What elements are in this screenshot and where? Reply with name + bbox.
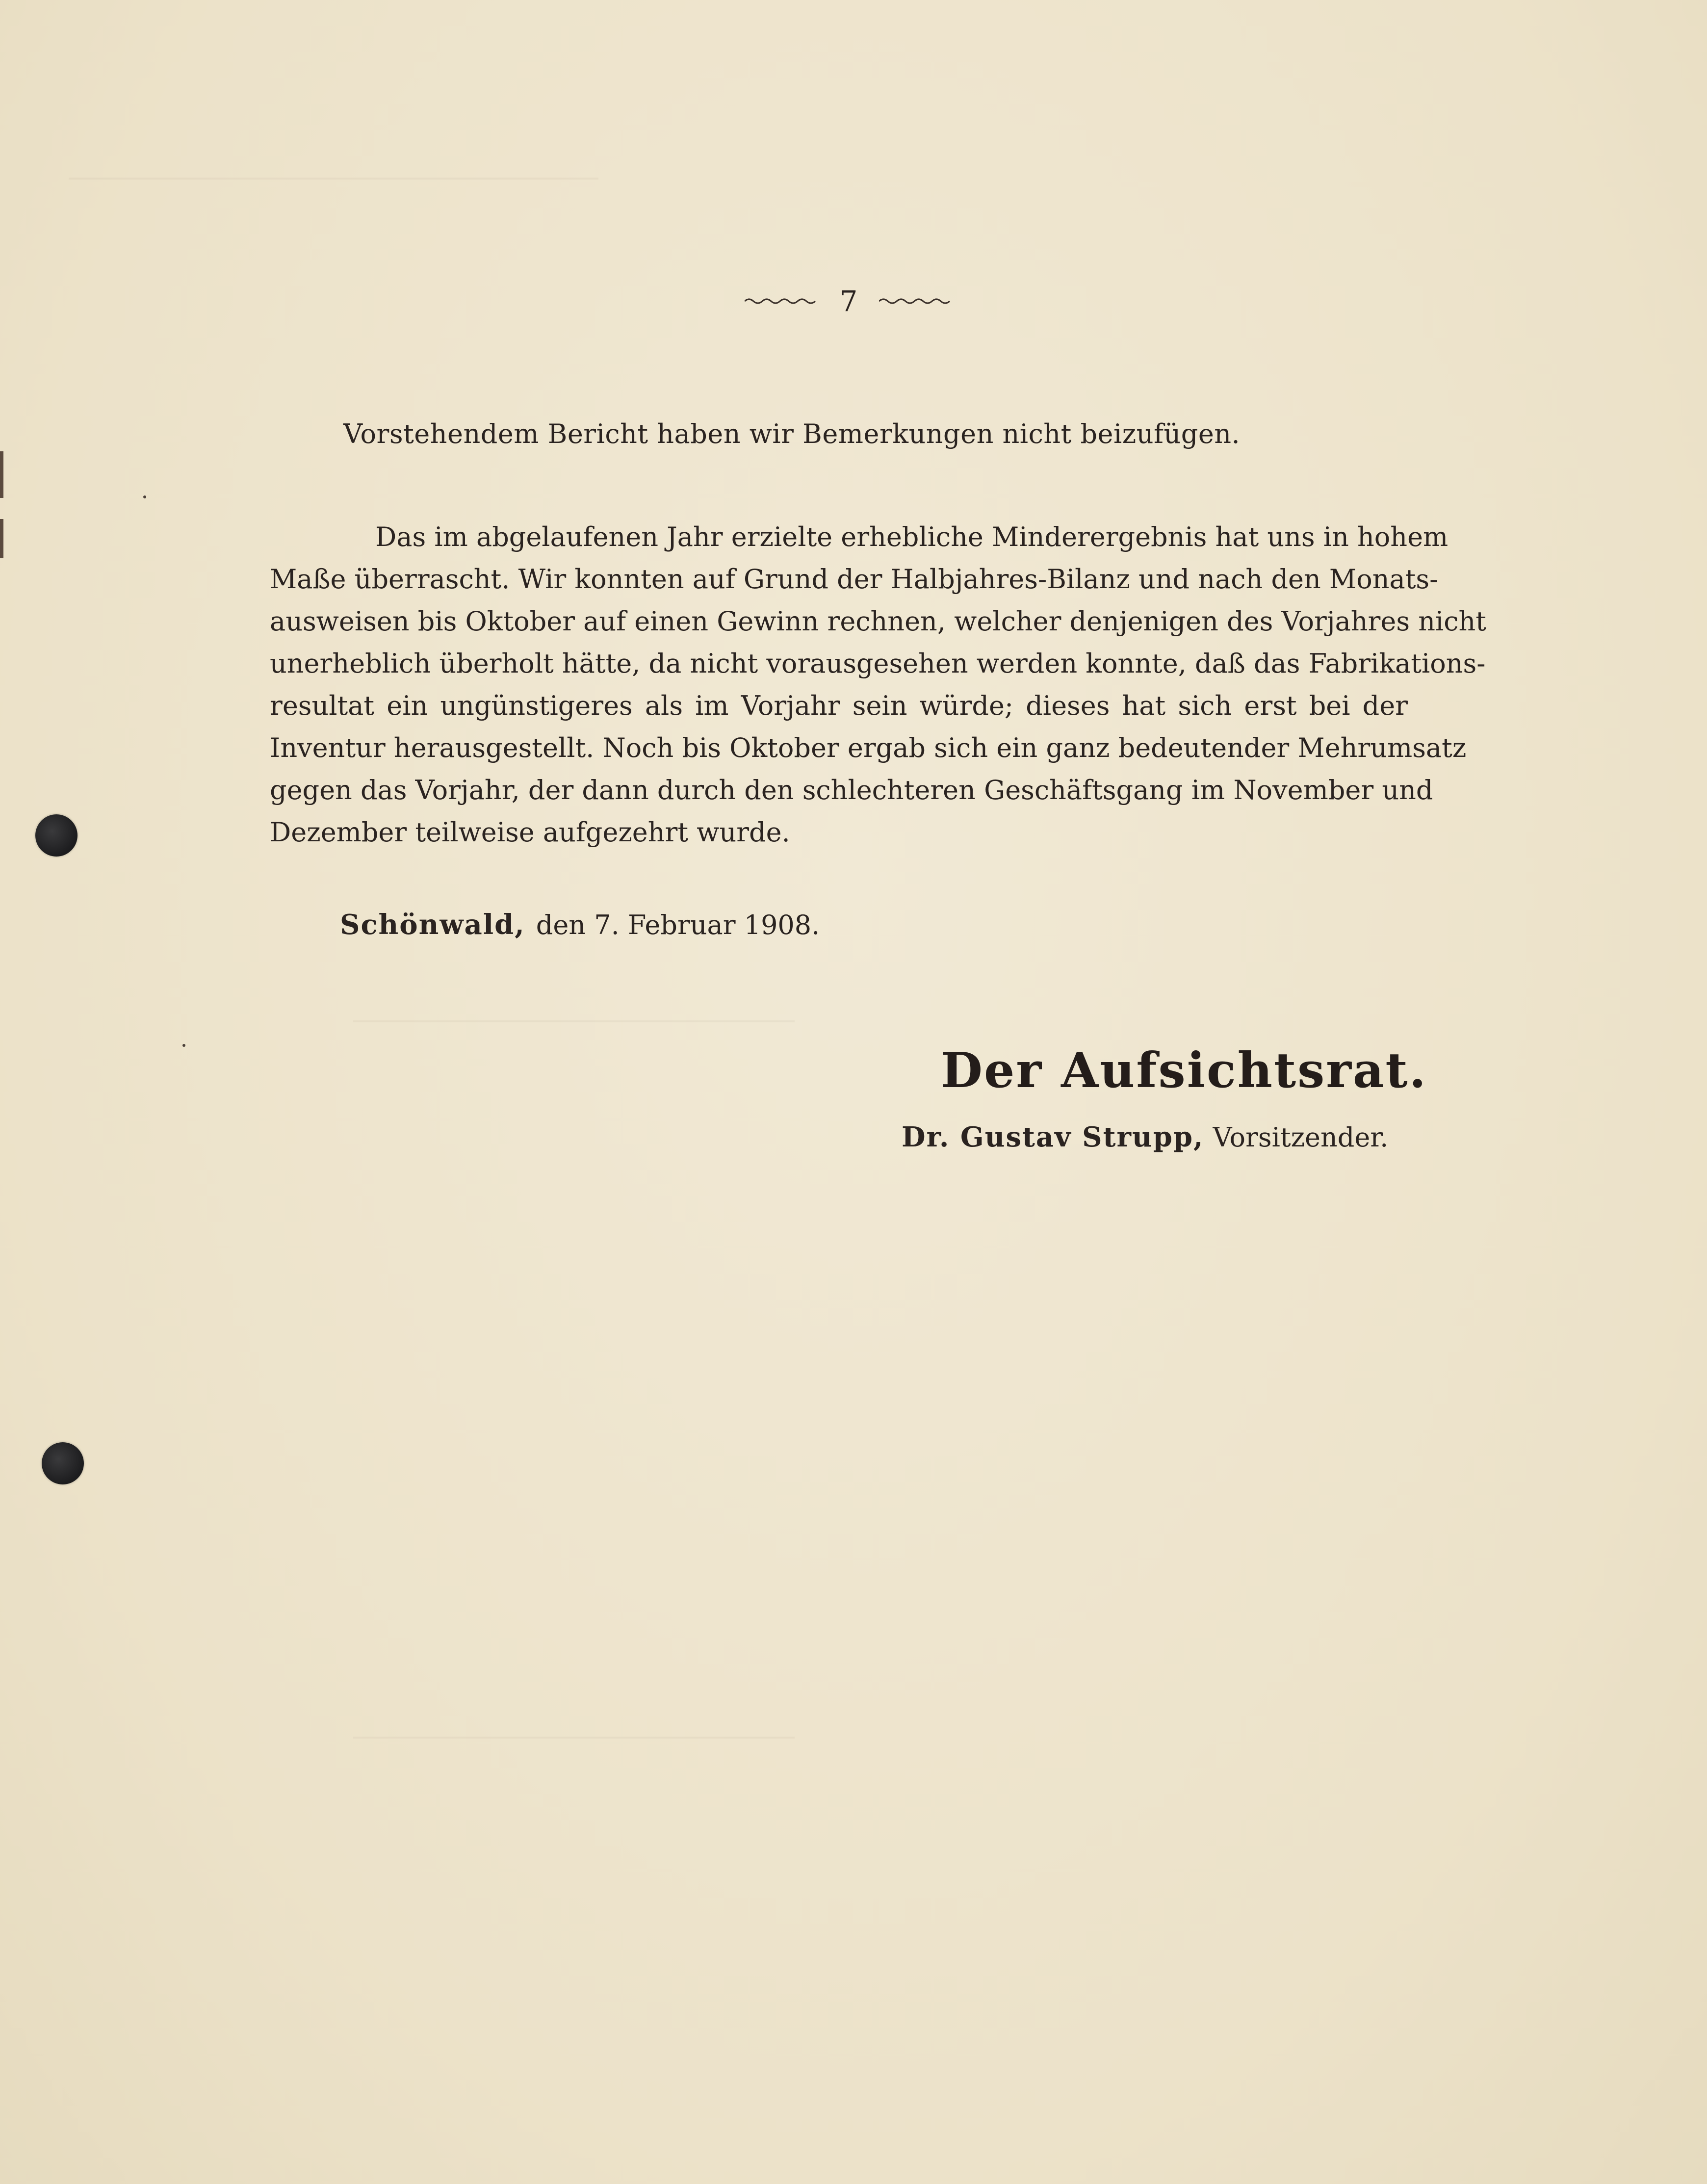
paragraph-line: Das im abgelaufenen Jahr erzielte erhebliche Minderergebnis hat uns in hohem bbox=[375, 521, 1448, 552]
board-title: Der Aufsichtsrat. bbox=[941, 1042, 1427, 1099]
wave-ornament-left bbox=[745, 296, 818, 306]
paragraph-line: Inventur herausgestellt. Noch bis Oktober ergab sich ein ganz bedeutender Mehrumsatz bbox=[270, 732, 1467, 763]
paragraph-line: Maße überrascht. Wir konnten auf Grund der Halbjahres-Bilanz und nach den Monats- bbox=[270, 564, 1439, 595]
chairman-signature bbox=[902, 1121, 1388, 1153]
place-and-date bbox=[340, 909, 820, 941]
edge-mark bbox=[0, 519, 3, 558]
paragraph-line: unerheblich überholt hätte, da nicht vorausgesehen werden konnte, daß das Fabrikations- bbox=[270, 648, 1486, 679]
paragraph-line: resultat ein ungünstigeres als im Vorjahr sein würde; dieses hat sich erst bei der bbox=[270, 690, 1408, 721]
bleed-through-rule bbox=[69, 178, 598, 180]
page-header bbox=[726, 285, 971, 318]
chairman-name: Dr. Gustav Strupp, bbox=[902, 1121, 1204, 1153]
page-number: 7 bbox=[839, 285, 858, 318]
edge-mark bbox=[0, 451, 3, 498]
ink-speck bbox=[143, 495, 146, 498]
bleed-through-rule bbox=[353, 1020, 795, 1022]
wave-ornament-right bbox=[879, 296, 953, 306]
opening-sentence: Vorstehendem Bericht haben wir Bemerkungen nicht beizufügen. bbox=[343, 418, 1241, 449]
punch-hole-top bbox=[35, 814, 78, 857]
body-paragraph bbox=[270, 516, 1486, 854]
punch-hole-bottom bbox=[42, 1442, 84, 1484]
chairman-role: Vorsitzender. bbox=[1213, 1122, 1389, 1153]
paragraph-line: gegen das Vorjahr, der dann durch den schlechteren Geschäftsgang im November und bbox=[270, 775, 1433, 806]
ink-speck bbox=[182, 1044, 185, 1047]
paragraph-line: ausweisen bis Oktober auf einen Gewinn rechnen, welcher denjenigen des Vorjahres nicht bbox=[270, 606, 1486, 637]
paragraph-line: Dezember teilweise aufgezehrt wurde. bbox=[270, 817, 790, 848]
date-text: den 7. Februar 1908. bbox=[536, 910, 820, 940]
place-name: Schönwald, bbox=[340, 909, 525, 941]
bleed-through-rule bbox=[353, 1737, 795, 1739]
